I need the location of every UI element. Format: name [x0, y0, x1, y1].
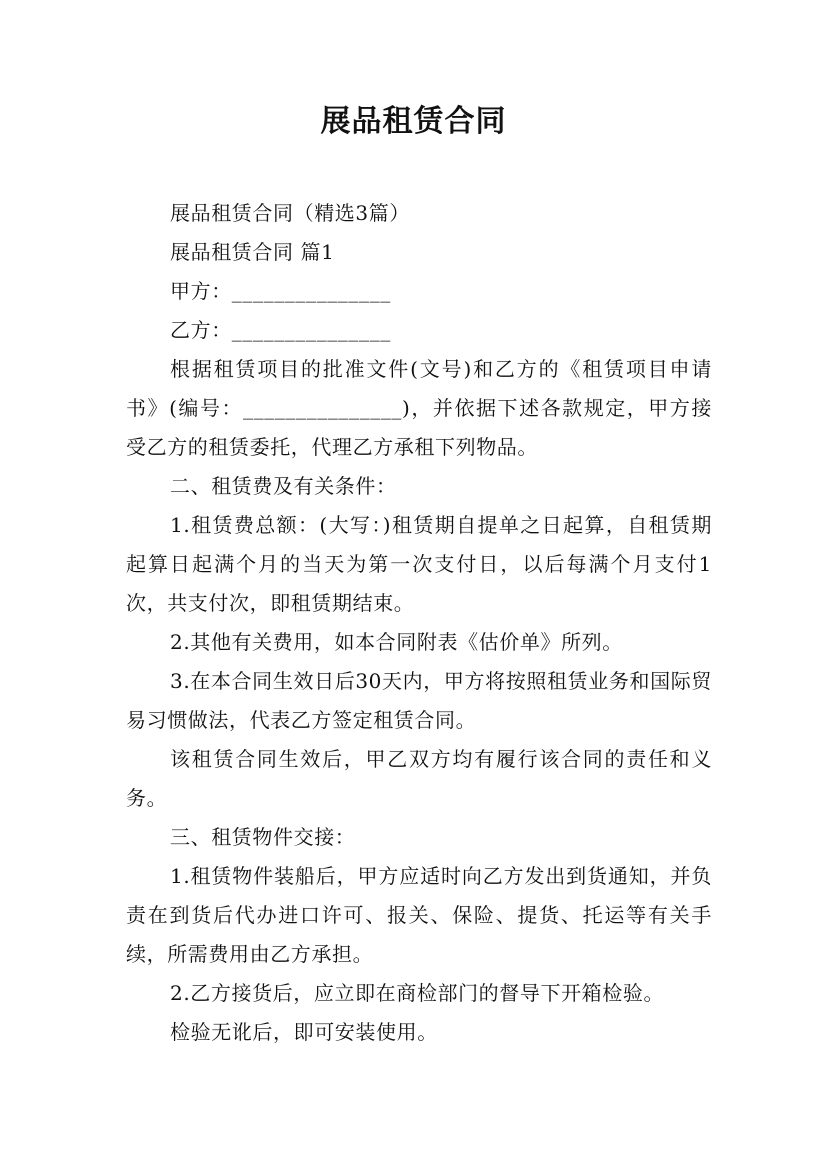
document-title: 展品租赁合同 [320, 104, 507, 139]
paragraph-heading-3: 三、租赁物件交接： [170, 825, 356, 849]
paragraph-clause-2-3: 3.在本合同生效日后30天内，甲方将按照租赁业务和国际贸易习惯做法，代表乙方签定租赁合同。 [126, 669, 712, 732]
paragraph-party-b: 乙方：_______________ [170, 318, 391, 342]
paragraph-clause-3-1: 1.租赁物件装船后，甲方应适时向乙方发出到货通知，并负责在到货后代办进口许可、报关、保险、提货、托运等有关手续，所需费用由乙方承担。 [126, 864, 712, 966]
paragraph-clause-2-1: 1.租赁费总额：(大写：)租赁期自提单之日起算，自租赁期起算日起满个月的当天为第一次支付日，以后每满个月支付1次，共支付次，即租赁期结束。 [126, 513, 712, 615]
paragraph-clause-3-2: 2.乙方接货后，应立即在商检部门的督导下开箱检验。 [170, 981, 665, 1005]
paragraph-party-a: 甲方：_______________ [170, 279, 391, 303]
paragraph-inspection: 检验无讹后，即可安装使用。 [170, 1020, 438, 1044]
paragraph-obligation: 该租赁合同生效后，甲乙双方均有履行该合同的责任和义务。 [126, 747, 712, 810]
paragraph-subtitle: 展品租赁合同（精选3篇） [170, 201, 410, 225]
paragraph-clause-2-2: 2.其他有关费用，如本合同附表《估价单》所列。 [170, 630, 623, 654]
paragraph-section-heading: 展品租赁合同 篇1 [170, 240, 335, 264]
paragraph-basis: 根据租赁项目的批准文件(文号)和乙方的《租赁项目申请书》(编号：_______________)，并依据下述各款规定，甲方接受乙方的租赁委托，代理乙方承租下列物品。 [126, 357, 712, 459]
document-body [126, 194, 712, 1052]
paragraph-heading-2: 二、租赁费及有关条件： [170, 474, 397, 498]
